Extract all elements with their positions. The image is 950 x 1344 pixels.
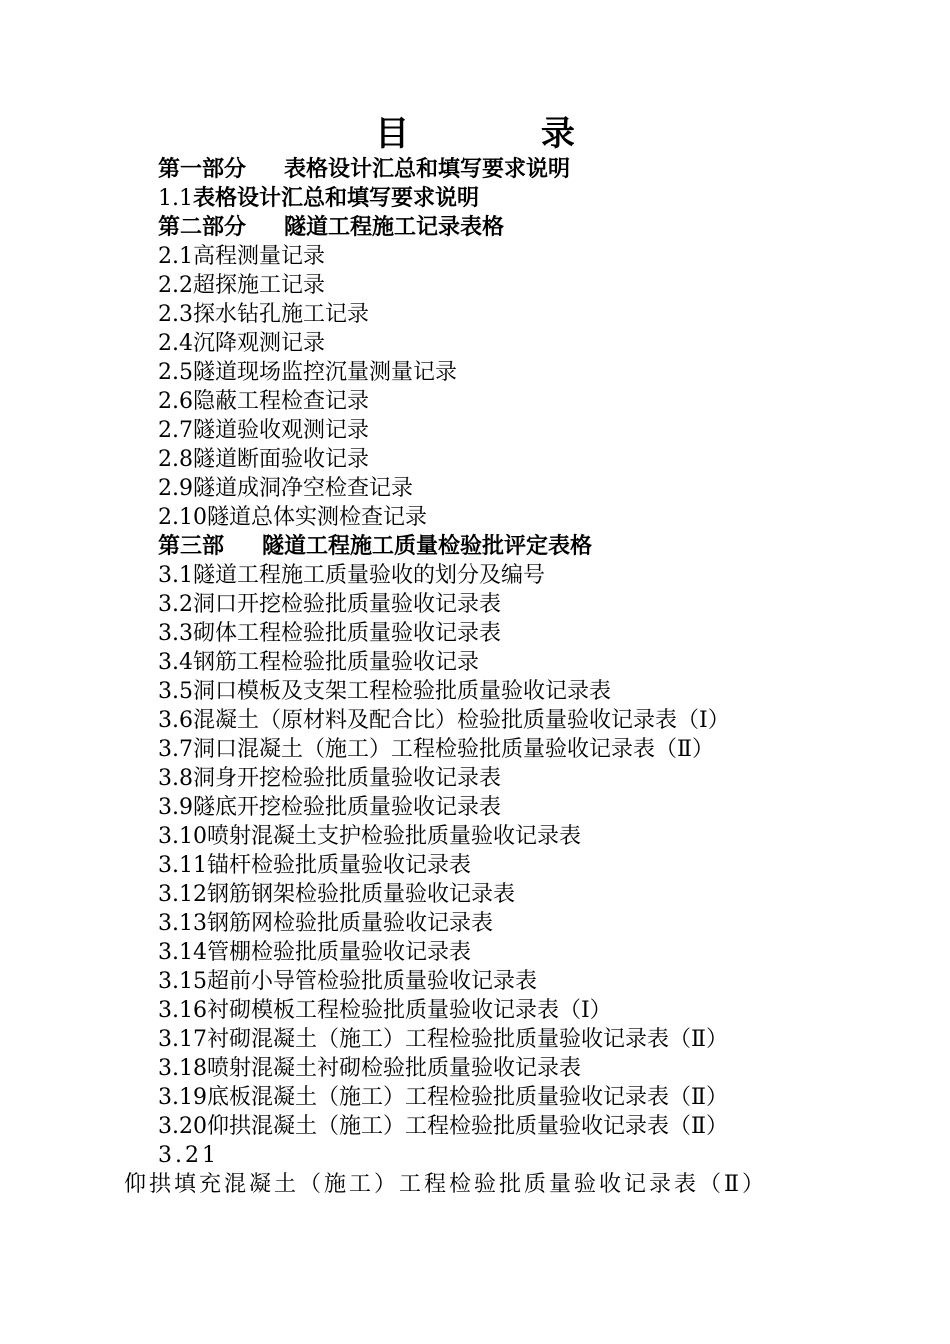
- toc-entry-number: 3.9: [158, 795, 193, 820]
- toc-entry-number: 3.4: [158, 650, 193, 675]
- toc-entry-title: 钢筋网检验批质量验收记录表: [206, 911, 493, 936]
- toc-entry: [158, 242, 878, 271]
- toc-entry-title: 隐蔽工程检查记录: [193, 389, 370, 414]
- toc-entry: [158, 793, 878, 822]
- toc-entry: [158, 445, 878, 474]
- toc-entry: [158, 706, 878, 735]
- toc-entry: [158, 880, 878, 909]
- toc-entry-title: 隧道现场监控沉量测量记录: [193, 360, 458, 385]
- toc-entry-number: 3.13: [158, 911, 207, 936]
- toc-entry-number: 1.1: [158, 186, 193, 211]
- toc-entry-title: 仰拱混凝土（施工）工程检验批质量验收记录表（Ⅱ）: [206, 1114, 728, 1139]
- toc-entry-title: 管棚检验批质量验收记录表: [206, 940, 471, 965]
- toc-entry-number: 3.8: [158, 766, 193, 791]
- toc-entry-title: 衬砌混凝土（施工）工程检验批质量验收记录表（Ⅱ）: [206, 1027, 728, 1052]
- toc-entry: [158, 677, 878, 706]
- toc-entry: [158, 619, 878, 648]
- toc-entry: [158, 503, 878, 532]
- toc-entry-title: 洞口模板及支架工程检验批质量验收记录表: [193, 679, 612, 704]
- toc-entry-title: 钢筋工程检验批质量验收记录: [193, 650, 480, 675]
- toc-entry-number: 3.10: [158, 824, 207, 849]
- toc-entry-number: 2.8: [158, 447, 193, 472]
- toc-entry-number: 3.1: [158, 563, 193, 588]
- toc-entry: [158, 735, 878, 764]
- toc-entry-number: 3.18: [158, 1056, 207, 1081]
- toc-entry-number: 3.11: [158, 853, 207, 878]
- toc-part-heading: [158, 155, 878, 184]
- toc-entry: [158, 184, 878, 213]
- toc-entry: [124, 1141, 854, 1199]
- toc-entry-title: 隧道总体实测检查记录: [206, 505, 427, 530]
- toc-entry: [158, 590, 878, 619]
- toc-entry-title: 探水钻孔施工记录: [193, 302, 370, 327]
- toc-entry-title: 喷射混凝土支护检验批质量验收记录表: [206, 824, 581, 849]
- toc-entry: [158, 1083, 878, 1112]
- toc-entry-number: 3.7: [158, 737, 193, 762]
- toc-entry-number: 2.7: [158, 418, 193, 443]
- toc-entry-title: 沉降观测记录: [193, 331, 326, 356]
- toc-entry: [158, 822, 878, 851]
- toc-entry-number: 3.3: [158, 621, 193, 646]
- toc-entry: [158, 387, 878, 416]
- toc-entry-title: 超前小导管检验批质量验收记录表: [206, 969, 537, 994]
- toc-entry-title: 喷射混凝土衬砌检验批质量验收记录表: [206, 1056, 581, 1081]
- toc-entry: [158, 1054, 878, 1083]
- toc-entry-number: 第三部: [158, 533, 225, 559]
- toc-entry-number: 2.5: [158, 360, 193, 385]
- toc-entry-title: 仰拱填充混凝土（施工）工程检验批质量验收记录表（Ⅱ）: [124, 1172, 767, 1197]
- toc-entry-title: 隧道断面验收记录: [193, 447, 370, 472]
- toc-part-heading: [158, 532, 878, 561]
- toc-entry: [158, 996, 878, 1025]
- table-of-contents: [124, 155, 878, 1199]
- toc-entry-number: 3.12: [158, 882, 207, 907]
- toc-entry: [158, 474, 878, 503]
- toc-entry: [158, 851, 878, 880]
- toc-entry-title: 锚杆检验批质量验收记录表: [206, 853, 471, 878]
- toc-entry-title: 隧道工程施工记录表格: [284, 214, 505, 240]
- toc-entry: [158, 271, 878, 300]
- toc-entry: [158, 648, 878, 677]
- toc-entry-number: 2.3: [158, 302, 193, 327]
- toc-entry-title: 洞身开挖检验批质量验收记录表: [193, 766, 502, 791]
- toc-entry-title: 衬砌模板工程检验批质量验收记录表（Ⅰ）: [206, 998, 612, 1023]
- toc-entry: [158, 561, 878, 590]
- toc-entry-title: 表格设计汇总和填写要求说明: [193, 185, 480, 211]
- toc-entry-number: 3.19: [158, 1085, 207, 1110]
- toc-entry-number: 3.14: [158, 940, 207, 965]
- toc-entry-number: 3.15: [158, 969, 207, 994]
- toc-entry-number: 2.2: [158, 273, 193, 298]
- toc-entry-number: 第二部分: [158, 214, 247, 240]
- toc-entry-title: 隧道成洞净空检查记录: [193, 476, 414, 501]
- toc-entry-number: 3.5: [158, 679, 193, 704]
- toc-entry-number: 3.20: [158, 1114, 207, 1139]
- toc-entry-title: 底板混凝土（施工）工程检验批质量验收记录表（Ⅱ）: [206, 1085, 728, 1110]
- toc-entry-title: 隧底开挖检验批质量验收记录表: [193, 795, 502, 820]
- toc-entry: [158, 764, 878, 793]
- toc-entry-number: 2.4: [158, 331, 193, 356]
- toc-entry-title: 隧道工程施工质量检验批评定表格: [262, 533, 593, 559]
- toc-entry-number: 3.6: [158, 708, 193, 733]
- toc-entry-title: 表格设计汇总和填写要求说明: [284, 156, 571, 182]
- toc-entry-title: 洞口开挖检验批质量验收记录表: [193, 592, 502, 617]
- toc-entry-number: 3.2: [158, 592, 193, 617]
- toc-entry: [158, 1112, 878, 1141]
- toc-entry: [158, 909, 878, 938]
- toc-entry-title: 高程测量记录: [193, 244, 326, 269]
- toc-part-heading: [158, 213, 878, 242]
- toc-entry-title: 混凝土（原材料及配合比）检验批质量验收记录表（Ⅰ）: [193, 708, 730, 733]
- toc-entry-title: 钢筋钢架检验批质量验收记录表: [206, 882, 515, 907]
- toc-entry-number: 2.10: [158, 505, 207, 530]
- toc-entry-number: 2.1: [158, 244, 193, 269]
- toc-entry-title: 砌体工程检验批质量验收记录表: [193, 621, 502, 646]
- page-title: 目 录: [375, 114, 635, 154]
- toc-entry: [158, 1025, 878, 1054]
- toc-entry-number: 第一部分: [158, 156, 247, 182]
- toc-entry: [158, 416, 878, 445]
- toc-entry-title: 隧道验收观测记录: [193, 418, 370, 443]
- toc-entry: [158, 967, 878, 996]
- toc-entry-number: 2.6: [158, 389, 193, 414]
- toc-entry-number: 3.21: [158, 1143, 219, 1168]
- toc-entry: [158, 358, 878, 387]
- toc-entry: [158, 938, 878, 967]
- toc-entry-number: 2.9: [158, 476, 193, 501]
- toc-entry-number: 3.17: [158, 1027, 207, 1052]
- toc-entry-number: 3.16: [158, 998, 207, 1023]
- toc-entry-title: 隧道工程施工质量验收的划分及编号: [193, 563, 546, 588]
- toc-entry-title: 洞口混凝土（施工）工程检验批质量验收记录表（Ⅱ）: [193, 737, 714, 762]
- toc-entry: [158, 300, 878, 329]
- toc-entry: [158, 329, 878, 358]
- toc-entry-title: 超探施工记录: [193, 273, 326, 298]
